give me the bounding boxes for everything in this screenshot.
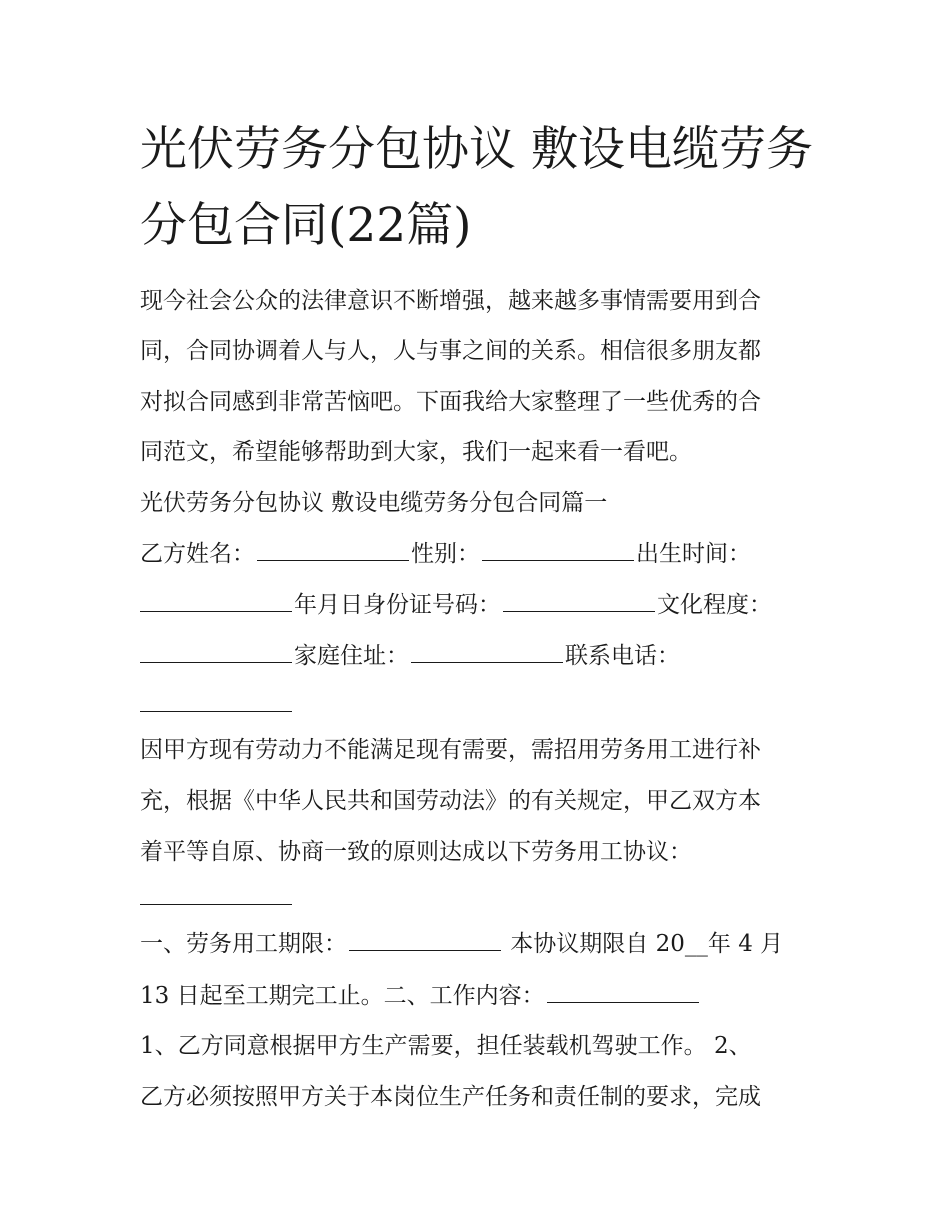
intro-line-3: 对拟合同感到非常苦恼吧。下面我给大家整理了一些优秀的合 <box>140 389 761 415</box>
clause1-blank[interactable] <box>349 930 501 951</box>
birth-blank[interactable] <box>140 591 292 612</box>
intro-line-4: 同范文，希望能够帮助到大家，我们一起来看一看吧。 <box>140 439 692 465</box>
section-heading: 光伏劳务分包协议 敷设电缆劳务分包合同篇一 <box>140 490 608 516</box>
para2-line-2: 充，根据《中华人民共和国劳动法》的有关规定，甲乙双方本 <box>140 788 761 814</box>
para2-line-3: 着平等自原、协商一致的原则达成以下劳务用工协议： <box>140 839 692 865</box>
clause1-text: 本协议期限自 20__年 4 月 <box>503 931 784 957</box>
item-line-1: 1、乙方同意根据甲方生产需要，担任装载机驾驶工作。 2、 <box>140 1033 752 1059</box>
education-blank[interactable] <box>140 642 292 663</box>
phone-blank[interactable] <box>140 691 292 712</box>
intro-line-2: 同，合同协调着人与人，人与事之间的关系。相信很多朋友都 <box>140 338 761 364</box>
form-line-1 <box>140 539 751 569</box>
work-content-blank[interactable] <box>547 982 699 1003</box>
date-id-label: 年月日身份证号码： <box>294 592 501 618</box>
name-label: 乙方姓名： <box>140 541 255 567</box>
id-blank[interactable] <box>503 591 655 612</box>
para2-line-1: 因甲方现有劳动力不能满足现有需要，需招用劳务用工进行补 <box>140 737 761 763</box>
intro-line-1: 现今社会公众的法律意识不断增强，越来越多事情需要用到合 <box>140 288 761 314</box>
birth-label: 出生时间： <box>636 541 751 567</box>
clause1-cont: 13 日起至工期完工止。二、工作内容： <box>140 983 545 1009</box>
agreement-blank[interactable] <box>140 884 292 905</box>
address-label: 家庭住址： <box>294 643 409 669</box>
form-line-3 <box>140 641 680 671</box>
education-label: 文化程度： <box>657 592 772 618</box>
name-blank[interactable] <box>257 540 409 561</box>
form-line-4 <box>140 690 294 720</box>
agreement-blank-line <box>140 883 294 913</box>
phone-label: 联系电话： <box>565 643 680 669</box>
document-title: 光伏劳务分包协议 敷设电缆劳务分包合同(22篇) <box>140 122 813 253</box>
address-blank[interactable] <box>411 642 563 663</box>
clause1-label: 一、劳务用工期限： <box>140 931 347 957</box>
item-line-2: 乙方必须按照甲方关于本岗位生产任务和责任制的要求，完成 <box>140 1084 761 1110</box>
gender-label: 性别： <box>411 541 480 567</box>
clause1-cont-line <box>140 981 701 1011</box>
clause1-line <box>140 929 783 959</box>
form-line-2 <box>140 590 772 620</box>
gender-blank[interactable] <box>482 540 634 561</box>
